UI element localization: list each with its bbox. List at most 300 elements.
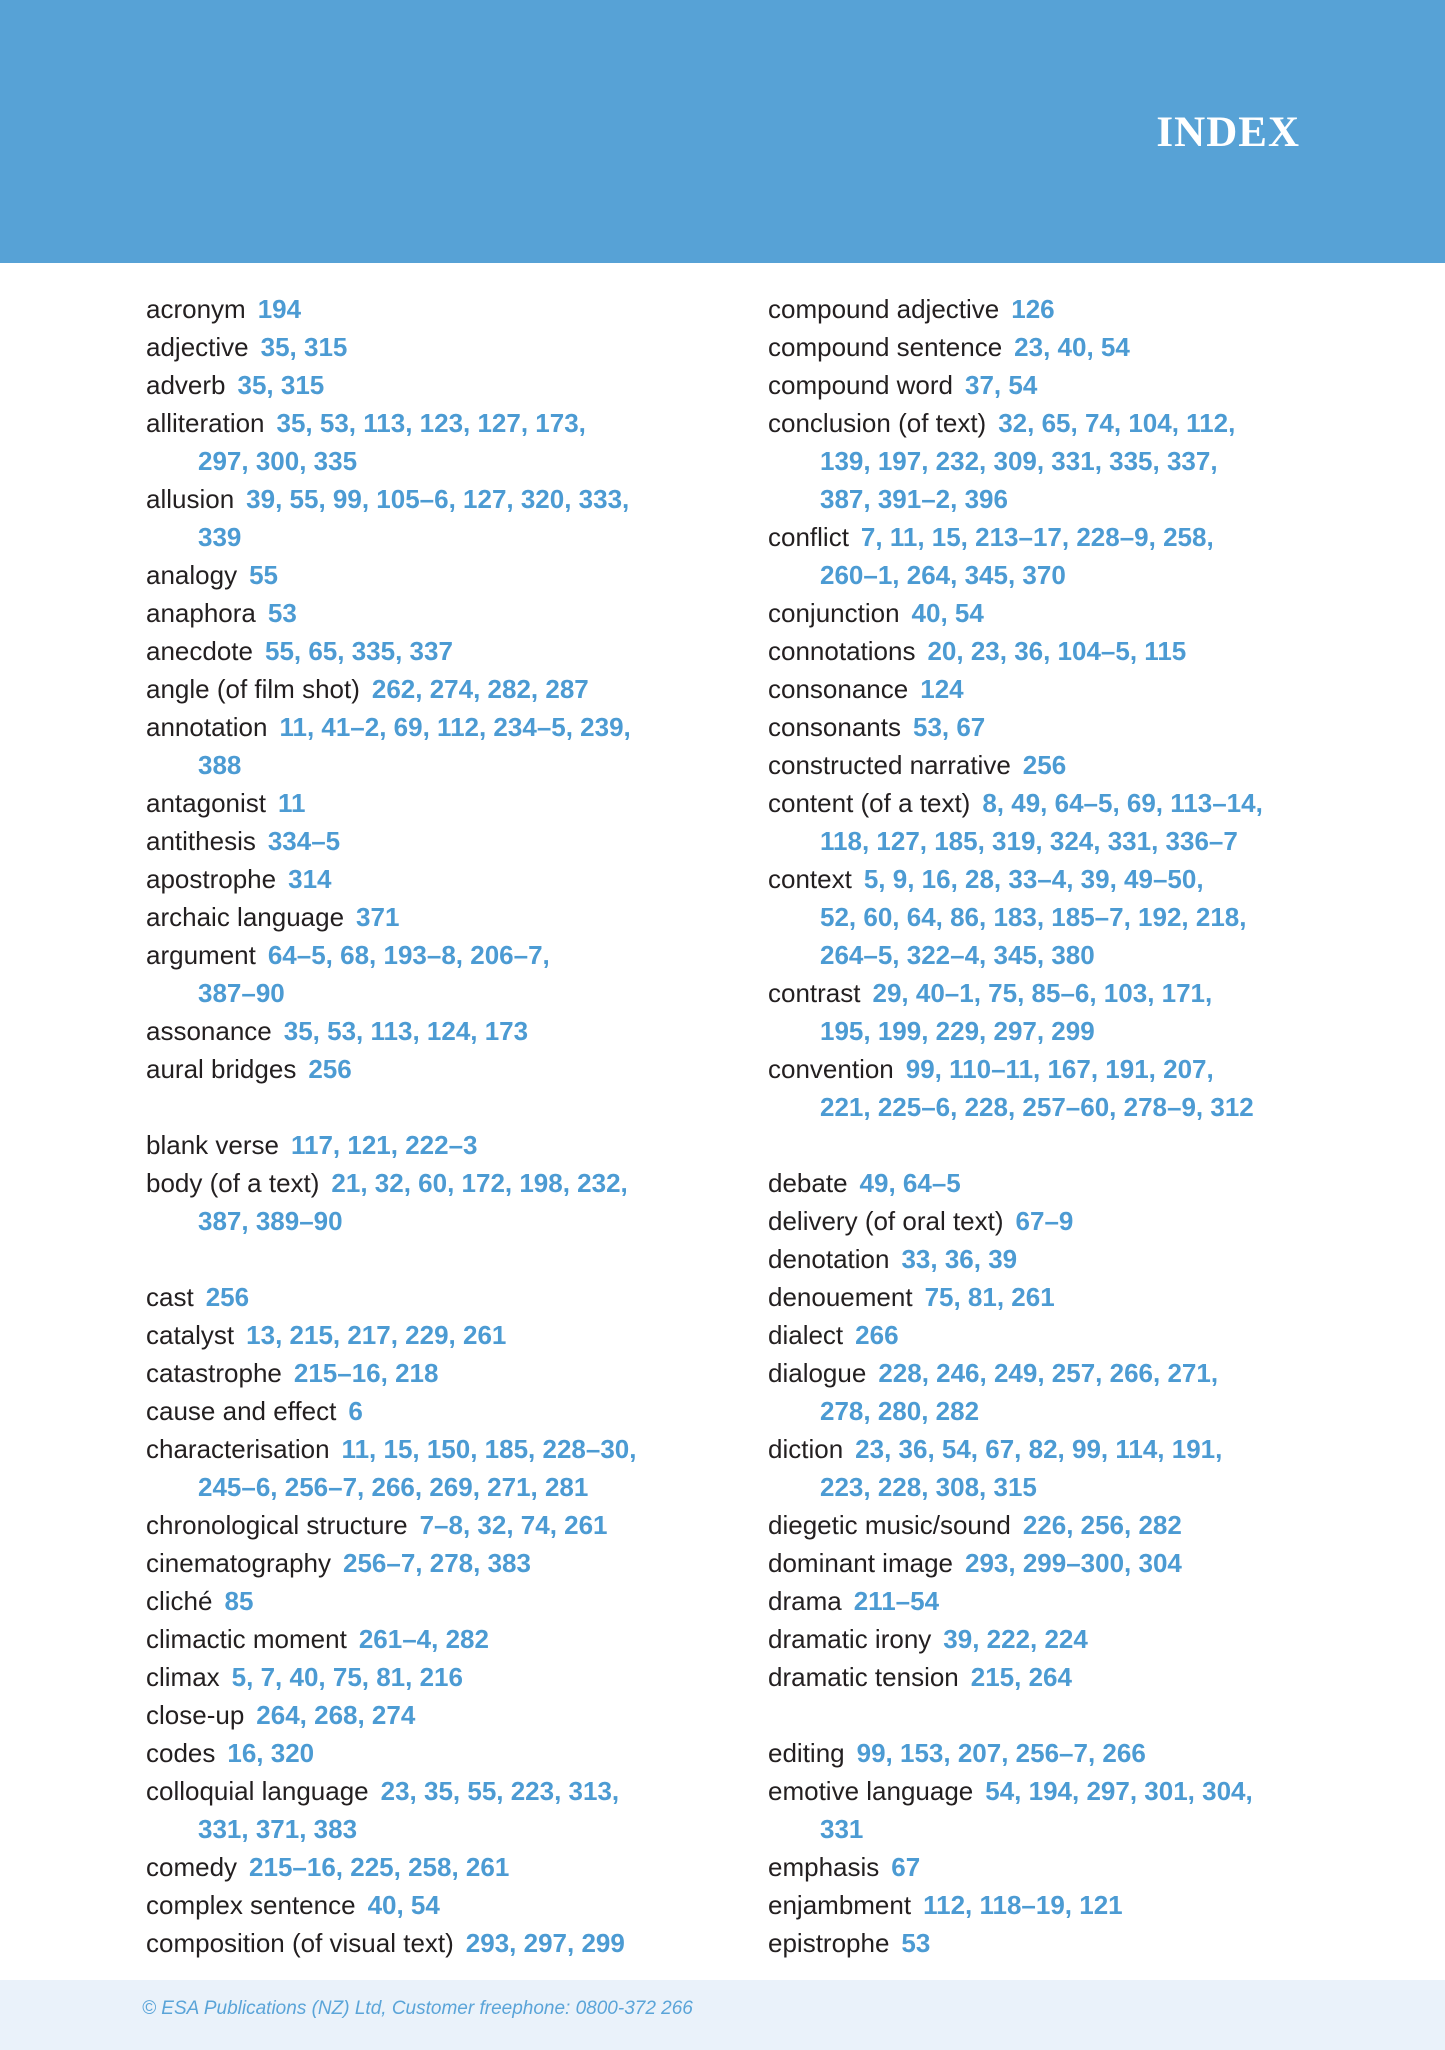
- index-entry-line: [146, 556, 746, 594]
- page-references: 54, 194, 297, 301, 304,: [985, 1776, 1253, 1806]
- index-term: adjective: [146, 332, 249, 362]
- index-entry-continuation: [768, 936, 1368, 974]
- page-references: 67–9: [1015, 1206, 1074, 1236]
- index-entry-line: [768, 1202, 1368, 1240]
- index-entry-continuation: [768, 1468, 1368, 1506]
- index-entry-continuation: [768, 1392, 1368, 1430]
- index-term: dramatic irony: [768, 1624, 932, 1654]
- page-references: 215, 264: [970, 1662, 1072, 1692]
- index-entry: [146, 860, 746, 898]
- index-entry: [768, 1582, 1368, 1620]
- index-entry-line: [768, 594, 1368, 632]
- index-entry-line: [768, 708, 1368, 746]
- page-references: 264–5, 322–4, 345, 380: [820, 940, 1095, 970]
- page-references: 331, 371, 383: [198, 1814, 358, 1844]
- page-references: 55, 65, 335, 337: [264, 636, 453, 666]
- page-references: 124: [920, 674, 964, 704]
- index-entry-line: [768, 1240, 1368, 1278]
- index-entry: [146, 1886, 746, 1924]
- page-references: 75, 81, 261: [924, 1282, 1055, 1312]
- index-term: assonance: [146, 1016, 272, 1046]
- index-entry: [768, 1848, 1368, 1886]
- index-entry-line: [146, 822, 746, 860]
- index-entry: [146, 1278, 746, 1316]
- page-references: 21, 32, 60, 172, 198, 232,: [331, 1168, 628, 1198]
- index-entry-continuation: [768, 442, 1368, 480]
- page-references: 194: [257, 294, 302, 324]
- index-entry: [768, 518, 1368, 594]
- page-references: 293, 299–300, 304: [965, 1548, 1182, 1578]
- index-entry: [146, 404, 746, 480]
- index-term: dialect: [768, 1320, 844, 1350]
- page-references: 223, 228, 308, 315: [820, 1472, 1037, 1502]
- group-spacer: [146, 1088, 746, 1126]
- page-references: 11: [277, 788, 306, 818]
- index-entry: [768, 708, 1368, 746]
- index-entry: [146, 1582, 746, 1620]
- index-entry-line: [146, 1278, 746, 1316]
- page-references: 67: [891, 1852, 921, 1882]
- index-entry-line: [768, 1354, 1368, 1392]
- page-references: 53: [267, 598, 297, 628]
- index-entry-line: [146, 1164, 746, 1202]
- page-references: 23, 40, 54: [1014, 332, 1130, 362]
- index-entry-line: [146, 784, 746, 822]
- index-entry-line: [768, 1620, 1368, 1658]
- index-entry-line: [146, 1430, 746, 1468]
- index-entry: [146, 556, 746, 594]
- index-entry: [146, 1430, 746, 1506]
- index-entry: [768, 670, 1368, 708]
- index-entry-line: [146, 1924, 746, 1962]
- page-references: 261–4, 282: [358, 1624, 489, 1654]
- page-references: 5, 7, 40, 75, 81, 216: [231, 1662, 463, 1692]
- index-term: codes: [146, 1738, 216, 1768]
- page-references: 40, 54: [367, 1890, 440, 1920]
- page-references: 16, 320: [227, 1738, 315, 1768]
- index-column-left: [146, 290, 746, 1962]
- index-entry: [146, 1924, 746, 1962]
- index-entry: [768, 1924, 1368, 1962]
- page-references: 262, 274, 282, 287: [371, 674, 589, 704]
- page-references: 99, 110–11, 167, 191, 207,: [905, 1054, 1214, 1084]
- index-entry-line: [146, 366, 746, 404]
- index-entry: [146, 1506, 746, 1544]
- index-term: epistrophe: [768, 1928, 890, 1958]
- index-entry-line: [768, 1886, 1368, 1924]
- index-entry: [146, 898, 746, 936]
- page-references: 339: [198, 522, 242, 552]
- index-entry: [146, 1164, 746, 1240]
- index-entry: [146, 1544, 746, 1582]
- index-term: acronym: [146, 294, 246, 324]
- page-references: 64–5, 68, 193–8, 206–7,: [267, 940, 550, 970]
- page-references: 8, 49, 64–5, 69, 113–14,: [982, 788, 1263, 818]
- index-entry-line: [768, 1278, 1368, 1316]
- index-term: connotations: [768, 636, 916, 666]
- index-entry: [146, 1126, 746, 1164]
- index-term: apostrophe: [146, 864, 277, 894]
- index-term: editing: [768, 1738, 845, 1768]
- index-term: close-up: [146, 1700, 245, 1730]
- page-references: 371: [356, 902, 400, 932]
- page-references: 35, 53, 113, 123, 127, 173,: [276, 408, 586, 438]
- page-references: 226, 256, 282: [1022, 1510, 1182, 1540]
- page-references: 221, 225–6, 228, 257–60, 278–9, 312: [820, 1092, 1254, 1122]
- index-entry: [768, 860, 1368, 974]
- index-entry: [146, 1012, 746, 1050]
- index-term: emphasis: [768, 1852, 880, 1882]
- index-entry: [146, 594, 746, 632]
- index-entry: [146, 366, 746, 404]
- index-column-right: [768, 290, 1368, 1962]
- page-references: 39, 55, 99, 105–6, 127, 320, 333,: [246, 484, 630, 514]
- index-entry: [768, 632, 1368, 670]
- page-references: 7, 11, 15, 213–17, 228–9, 258,: [860, 522, 1214, 552]
- index-entry-line: [146, 1772, 746, 1810]
- page-references: 13, 215, 217, 229, 261: [246, 1320, 507, 1350]
- index-entry-continuation: [768, 480, 1368, 518]
- page-references: 37, 54: [965, 370, 1038, 400]
- index-entry: [768, 784, 1368, 860]
- index-term: characterisation: [146, 1434, 330, 1464]
- index-entry-continuation: [768, 1012, 1368, 1050]
- page-references: 293, 297, 299: [465, 1928, 625, 1958]
- index-term: archaic language: [146, 902, 345, 932]
- index-entry-line: [146, 1050, 746, 1088]
- index-entry: [768, 974, 1368, 1050]
- index-entry-line: [768, 1734, 1368, 1772]
- index-term: cinematography: [146, 1548, 331, 1578]
- index-entry: [768, 404, 1368, 518]
- index-entry: [768, 1354, 1368, 1430]
- index-entry: [146, 1772, 746, 1848]
- index-entry: [146, 1050, 746, 1088]
- page-references: 117, 121, 222–3: [290, 1130, 478, 1160]
- page-references: 388: [198, 750, 242, 780]
- page-references: 35, 315: [260, 332, 348, 362]
- index-entry-line: [146, 1848, 746, 1886]
- index-term: dominant image: [768, 1548, 953, 1578]
- index-term: analogy: [146, 560, 238, 590]
- index-term: catastrophe: [146, 1358, 282, 1388]
- index-entry-line: [768, 1316, 1368, 1354]
- index-entry: [146, 290, 746, 328]
- index-entry-line: [146, 1886, 746, 1924]
- index-entry-line: [768, 328, 1368, 366]
- index-entry: [768, 1050, 1368, 1126]
- index-term: chronological structure: [146, 1510, 408, 1540]
- index-entry-continuation: [768, 556, 1368, 594]
- index-term: constructed narrative: [768, 750, 1011, 780]
- index-entry: [146, 1316, 746, 1354]
- index-entry-line: [146, 1582, 746, 1620]
- page-references: 245–6, 256–7, 266, 269, 271, 281: [198, 1472, 589, 1502]
- index-entry: [146, 632, 746, 670]
- page-references: 266: [855, 1320, 899, 1350]
- index-term: diction: [768, 1434, 844, 1464]
- index-entry-line: [146, 1126, 746, 1164]
- page-references: 53, 67: [912, 712, 986, 742]
- page-references: 215–16, 218: [293, 1358, 439, 1388]
- page-title: INDEX: [1156, 109, 1300, 156]
- index-term: angle (of film shot): [146, 674, 360, 704]
- index-term: conflict: [768, 522, 849, 552]
- index-entry-line: [768, 1848, 1368, 1886]
- index-term: dialogue: [768, 1358, 867, 1388]
- index-entry-continuation: [768, 898, 1368, 936]
- page-references: 334–5: [267, 826, 341, 856]
- index-entry-line: [768, 746, 1368, 784]
- group-spacer: [768, 1696, 1368, 1734]
- page-references: 387–90: [198, 978, 285, 1008]
- index-term: compound word: [768, 370, 953, 400]
- index-term: cast: [146, 1282, 194, 1312]
- index-entry-line: [146, 1734, 746, 1772]
- index-entry-continuation: [146, 974, 746, 1012]
- index-entry: [146, 1620, 746, 1658]
- index-entry: [768, 1544, 1368, 1582]
- index-entry: [146, 1696, 746, 1734]
- index-entry: [768, 1772, 1368, 1848]
- index-entry: [146, 1658, 746, 1696]
- index-entry-continuation: [146, 1468, 746, 1506]
- index-term: catalyst: [146, 1320, 235, 1350]
- index-term: consonants: [768, 712, 901, 742]
- index-term: contrast: [768, 978, 861, 1008]
- index-entry: [768, 290, 1368, 328]
- index-term: allusion: [146, 484, 235, 514]
- page-references: 99, 153, 207, 256–7, 266: [856, 1738, 1146, 1768]
- index-term: diegetic music/sound: [768, 1510, 1011, 1540]
- index-term: denotation: [768, 1244, 890, 1274]
- page-references: 215–16, 225, 258, 261: [249, 1852, 510, 1882]
- index-entry: [146, 936, 746, 1012]
- page-references: 126: [1011, 294, 1055, 324]
- page-references: 7–8, 32, 74, 261: [419, 1510, 608, 1540]
- page-references: 53: [901, 1928, 931, 1958]
- index-term: dramatic tension: [768, 1662, 959, 1692]
- page-references: 195, 199, 229, 297, 299: [820, 1016, 1095, 1046]
- index-entry-line: [146, 708, 746, 746]
- page-references: 29, 40–1, 75, 85–6, 103, 171,: [872, 978, 1213, 1008]
- index-term: content (of a text): [768, 788, 971, 818]
- page-references: 40, 54: [911, 598, 984, 628]
- index-term: emotive language: [768, 1776, 974, 1806]
- index-entry-line: [146, 1696, 746, 1734]
- index-entry-line: [768, 1164, 1368, 1202]
- index-entry-line: [768, 860, 1368, 898]
- page-references: 228, 246, 249, 257, 266, 271,: [878, 1358, 1219, 1388]
- index-entry-line: [146, 936, 746, 974]
- header-band: [0, 0, 1445, 263]
- group-spacer: [146, 1240, 746, 1278]
- index-entry-line: [768, 366, 1368, 404]
- index-entry: [768, 1278, 1368, 1316]
- group-spacer: [768, 1126, 1368, 1164]
- page-references: 387, 389–90: [198, 1206, 343, 1236]
- index-entry: [146, 1734, 746, 1772]
- footer-band: [0, 1980, 1445, 2050]
- index-entry: [146, 670, 746, 708]
- index-entry: [768, 594, 1368, 632]
- index-entry: [768, 1658, 1368, 1696]
- index-entry-line: [768, 404, 1368, 442]
- index-entry-line: [768, 1544, 1368, 1582]
- page-references: 264, 268, 274: [256, 1700, 416, 1730]
- page-references: 33, 36, 39: [901, 1244, 1018, 1274]
- page-references: 112, 118–19, 121: [923, 1890, 1123, 1920]
- index-entry-line: [768, 784, 1368, 822]
- index-entry: [146, 784, 746, 822]
- index-term: comedy: [146, 1852, 238, 1882]
- page-references: 20, 23, 36, 104–5, 115: [927, 636, 1187, 666]
- index-term: context: [768, 864, 852, 894]
- index-entry-line: [146, 328, 746, 366]
- index-entry: [768, 746, 1368, 784]
- page-references: 32, 65, 74, 104, 112,: [998, 408, 1236, 438]
- index-term: anaphora: [146, 598, 256, 628]
- page-references: 11, 15, 150, 185, 228–30,: [341, 1434, 637, 1464]
- index-entry: [768, 1734, 1368, 1772]
- page-references: 85: [224, 1586, 254, 1616]
- index-term: antagonist: [146, 788, 266, 818]
- index-entry-line: [146, 860, 746, 898]
- index-entry: [146, 1354, 746, 1392]
- page-references: 256: [1022, 750, 1067, 780]
- index-term: conclusion (of text): [768, 408, 987, 438]
- index-entry-line: [146, 1392, 746, 1430]
- page-references: 23, 36, 54, 67, 82, 99, 114, 191,: [855, 1434, 1223, 1464]
- page-references: 39, 222, 224: [943, 1624, 1088, 1654]
- index-entry-line: [768, 632, 1368, 670]
- index-entry-line: [768, 670, 1368, 708]
- index-entry-line: [768, 1430, 1368, 1468]
- index-entry-continuation: [146, 1810, 746, 1848]
- index-entry: [768, 366, 1368, 404]
- index-entry-line: [146, 1658, 746, 1696]
- page-references: 211–54: [853, 1586, 940, 1616]
- index-term: conjunction: [768, 598, 900, 628]
- index-term: anecdote: [146, 636, 253, 666]
- index-entry-line: [768, 1772, 1368, 1810]
- index-term: blank verse: [146, 1130, 279, 1160]
- index-term: colloquial language: [146, 1776, 369, 1806]
- page-references: 6: [348, 1396, 363, 1426]
- page-references: 55: [249, 560, 278, 590]
- page-references: 260–1, 264, 345, 370: [820, 560, 1066, 590]
- index-entry: [146, 708, 746, 784]
- index-term: compound adjective: [768, 294, 1000, 324]
- index-entry: [768, 1316, 1368, 1354]
- page-references: 52, 60, 64, 86, 183, 185–7, 192, 218,: [820, 902, 1247, 932]
- index-term: cliché: [146, 1586, 213, 1616]
- page-references: 387, 391–2, 396: [820, 484, 1008, 514]
- page-references: 35, 53, 113, 124, 173: [283, 1016, 529, 1046]
- index-entry-line: [146, 290, 746, 328]
- index-entry-line: [768, 518, 1368, 556]
- index-term: delivery (of oral text): [768, 1206, 1004, 1236]
- index-entry: [768, 328, 1368, 366]
- index-term: climax: [146, 1662, 220, 1692]
- index-term: cause and effect: [146, 1396, 337, 1426]
- footer-copyright: © ESA Publications (NZ) Ltd, Customer freephone: 0800-372 266: [142, 1998, 693, 2019]
- page-references: 256: [308, 1054, 352, 1084]
- index-term: adverb: [146, 370, 226, 400]
- index-entry-continuation: [768, 822, 1368, 860]
- index-entry: [768, 1430, 1368, 1506]
- page-references: 278, 280, 282: [820, 1396, 980, 1426]
- index-entry-line: [146, 594, 746, 632]
- page-references: 331: [820, 1814, 864, 1844]
- page-references: 11, 41–2, 69, 112, 234–5, 239,: [279, 712, 631, 742]
- index-entry-continuation: [146, 746, 746, 784]
- page-references: 256: [205, 1282, 250, 1312]
- index-entry-line: [768, 974, 1368, 1012]
- index-entry-line: [146, 898, 746, 936]
- index-term: convention: [768, 1054, 894, 1084]
- index-entry-line: [146, 1620, 746, 1658]
- page-references: 256–7, 278, 383: [343, 1548, 531, 1578]
- index-entry-line: [768, 1658, 1368, 1696]
- index-entry-line: [768, 1506, 1368, 1544]
- index-entry: [146, 328, 746, 366]
- index-entry: [768, 1240, 1368, 1278]
- index-entry: [768, 1202, 1368, 1240]
- index-term: drama: [768, 1586, 842, 1616]
- index-term: argument: [146, 940, 256, 970]
- page-references: 35, 315: [237, 370, 325, 400]
- index-entry: [768, 1164, 1368, 1202]
- index-term: alliteration: [146, 408, 265, 438]
- index-term: consonance: [768, 674, 909, 704]
- index-entry: [768, 1620, 1368, 1658]
- index-entry: [768, 1506, 1368, 1544]
- index-entry-line: [768, 1050, 1368, 1088]
- index-term: complex sentence: [146, 1890, 356, 1920]
- index-entry-line: [146, 670, 746, 708]
- index-term: composition (of visual text): [146, 1928, 454, 1958]
- index-term: enjambment: [768, 1890, 912, 1920]
- index-term: body (of a text): [146, 1168, 320, 1198]
- page-references: 297, 300, 335: [198, 446, 358, 476]
- index-entry-line: [146, 632, 746, 670]
- index-term: climactic moment: [146, 1624, 347, 1654]
- index-entry: [768, 1886, 1368, 1924]
- index-term: compound sentence: [768, 332, 1003, 362]
- index-entry-line: [146, 1354, 746, 1392]
- index-entry: [146, 1848, 746, 1886]
- index-term: denouement: [768, 1282, 913, 1312]
- index-entry: [146, 822, 746, 860]
- index-term: antithesis: [146, 826, 256, 856]
- page-references: 118, 127, 185, 319, 324, 331, 336–7: [820, 826, 1238, 856]
- page-references: 23, 35, 55, 223, 313,: [380, 1776, 620, 1806]
- index-entry-continuation: [146, 442, 746, 480]
- index-term: aural bridges: [146, 1054, 297, 1084]
- index-entry-line: [146, 1316, 746, 1354]
- index-entry-line: [146, 1012, 746, 1050]
- page-references: 314: [288, 864, 332, 894]
- index-entry-line: [146, 404, 746, 442]
- page-references: 5, 9, 16, 28, 33–4, 39, 49–50,: [863, 864, 1204, 894]
- index-entry-line: [146, 480, 746, 518]
- page-references: 139, 197, 232, 309, 331, 335, 337,: [820, 446, 1218, 476]
- index-term: annotation: [146, 712, 268, 742]
- index-entry-continuation: [768, 1088, 1368, 1126]
- index-entry-line: [768, 1924, 1368, 1962]
- index-entry-line: [146, 1506, 746, 1544]
